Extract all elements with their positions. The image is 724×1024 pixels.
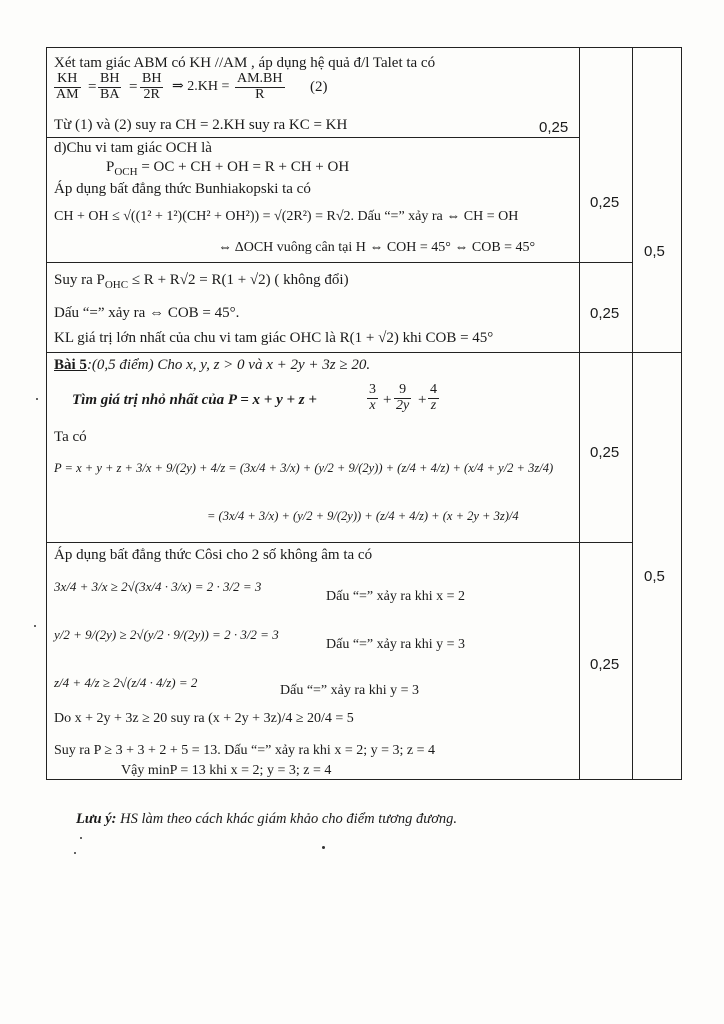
task-frac-3-x: $\frac{3}{x}$ <box>369 382 376 413</box>
equation-number: (2) <box>310 79 328 95</box>
row-divider-d1-d2 <box>46 262 633 263</box>
bunhiakopski-intro: Áp dụng bất đẳng thức Bunhiakopski ta có <box>54 181 311 197</box>
score-bai5-1: 0,25 <box>590 444 620 461</box>
p-decomposition-line2: = (3x/4 + 3/x) + (y/2 + 9/(2y)) + (z/4 + 4/z) + (x + 2y + 3z)/4 <box>207 509 519 523</box>
score-part-d-1: 0,25 <box>590 194 620 211</box>
ratio-bh-ba: $\frac{BH}{BA}$ <box>100 71 120 102</box>
part-d-conclusion: KL giá trị lớn nhất của chu vi tam giác OHC là R(1 + √2) khi COB = 45° <box>54 330 494 346</box>
col-divider-1 <box>579 47 580 780</box>
equality-z: Dấu “=” xảy ra khi y = 3 <box>280 683 420 698</box>
equality-condition: Dấu “=” xảy ra ⇔ COB = 45°. <box>54 305 240 321</box>
ratio-ambh-r: $\frac{AM.BH}{R}$ <box>237 71 283 102</box>
scan-speck <box>36 398 38 400</box>
bai5-heading: Bài 5:(0,5 điểm) Cho x, y, z > 0 và x + 2y + 3z ≥ 20. <box>54 357 371 373</box>
part-c-intro: Xét tam giác ABM có KH //AM , áp dụng hệ quả đ/l Talet ta có <box>54 55 436 71</box>
implies-2kh: ⇒ 2.KH = <box>172 79 230 94</box>
eq-sign: = <box>129 79 138 95</box>
scan-speck <box>80 837 82 839</box>
isosceles-right-condition: ⇔ ΔOCH vuông cân tại H ⇔ COH = 45° ⇔ COB = 45° <box>218 240 536 255</box>
cosi-intro: Áp dụng bất đẳng thức Côsi cho 2 số không âm ta có <box>54 547 373 563</box>
table-top-border <box>46 47 682 48</box>
constraint-line: Do x + 2y + 3z ≥ 20 suy ra (x + 2y + 3z)/4 ≥ 20/4 = 5 <box>54 711 354 726</box>
p-decomposition-line1: P = x + y + z + 3/x + 9/(2y) + 4/z = (3x/4 + 3/x) + (y/2 + 9/(2y)) + (z/4 + 4/z) + (x/4 + y/2 + 3z/4) <box>54 461 554 475</box>
task-frac-4-z: $\frac{4}{z}$ <box>430 382 437 413</box>
score-bai5-total: 0,5 <box>644 568 665 585</box>
scan-speck <box>34 625 36 627</box>
score-part-d-total: 0,5 <box>644 243 665 260</box>
equality-x: Dấu “=” xảy ra khi x = 2 <box>326 589 466 604</box>
bunhiakopski-inequality: CH + OH ≤ √((1² + 1²)(CH² + OH²)) = √(2R²) = R√2. Dấu “=” xảy ra ⇔ CH = OH <box>54 209 519 224</box>
ratio-kh-am: $\frac{KH}{AM}$ <box>56 71 79 102</box>
part-c-conclusion: Từ (1) và (2) suy ra CH = 2.KH suy ra KC = KH <box>54 117 348 133</box>
plus-sign: + <box>383 392 392 408</box>
equality-y: Dấu “=” xảy ra khi y = 3 <box>326 637 466 652</box>
row-divider-b5-1-2 <box>46 542 633 543</box>
task-frac-9-2y: $\frac{9}{2y}$ <box>396 382 410 413</box>
score-bai5-2: 0,25 <box>590 656 620 673</box>
min-derivation: Suy ra P ≥ 3 + 3 + 2 + 5 = 13. Dấu “=” xảy ra khi x = 2; y = 3; z = 4 <box>54 743 436 758</box>
inequality-x: 3x/4 + 3/x ≥ 2√(3x/4 · 3/x) = 2 · 3/2 = 3 <box>54 579 262 594</box>
perimeter-formula: $P_{OCH}$ = OC + CH + OH = R + CH + OH <box>106 159 350 178</box>
inequality-y: y/2 + 9/(2y) ≥ 2√(y/2 · 9/(2y)) = 2 · 3/2 = 3 <box>54 627 279 642</box>
row-divider-d-bai5 <box>46 352 682 353</box>
plus-sign: + <box>418 392 427 408</box>
table-right-border <box>681 47 682 780</box>
scan-speck <box>74 852 76 854</box>
min-conclusion: Vậy minP = 13 khi x = 2; y = 3; z = 4 <box>121 763 332 778</box>
col-divider-2 <box>632 47 633 780</box>
bai5-task: Tìm giá trị nhỏ nhất của P = x + y + z + <box>72 392 317 408</box>
part-d-heading: d)Chu vi tam giác OCH là <box>54 140 212 156</box>
perimeter-bound: Suy ra $P_{OHC} \le R + R√2 = R(1 + √2)$ ( không đổi) <box>54 272 349 291</box>
score-part-d-2: 0,25 <box>590 305 620 322</box>
scan-speck <box>322 846 325 849</box>
footnote: Lưu ý: HS làm theo cách khác giám khảo cho điểm tương đương. <box>76 811 458 827</box>
inequality-z: z/4 + 4/z ≥ 2√(z/4 · 4/z) = 2 <box>54 675 198 690</box>
score-part-c: 0,25 <box>539 119 569 136</box>
ta-co: Ta có <box>54 429 87 445</box>
row-divider-c-d <box>46 137 580 138</box>
ratio-bh-2r: $\frac{BH}{2R}$ <box>142 71 162 102</box>
table-left-border <box>46 47 47 780</box>
table-bottom-border <box>46 779 682 780</box>
eq-sign: = <box>88 79 97 95</box>
